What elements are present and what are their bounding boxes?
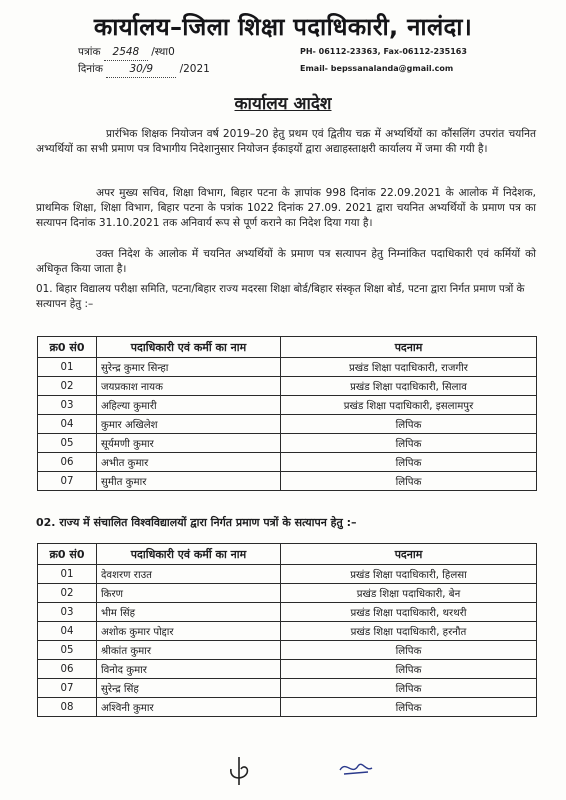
table-row xyxy=(38,641,537,660)
name-cell: अभीत कुमार xyxy=(97,453,281,472)
designation-cell: लिपिक xyxy=(281,660,537,679)
designation-cell: प्रखंड शिक्षा पदाधिकारी, राजगीर xyxy=(281,358,537,377)
date-label: दिनांक xyxy=(78,63,103,75)
serial-cell: 03 xyxy=(38,603,97,622)
order-title: कार्यालय आदेश xyxy=(234,94,332,114)
serial-cell: 04 xyxy=(38,415,97,434)
column-header-serial: क्र0 सं0 xyxy=(38,544,97,565)
table-row xyxy=(38,453,537,472)
serial-cell: 05 xyxy=(38,434,97,453)
name-cell: जयप्रकाश नायक xyxy=(97,377,281,396)
table-row xyxy=(38,660,537,679)
designation-cell: लिपिक xyxy=(281,698,537,717)
name-cell: विनोद कुमार xyxy=(97,660,281,679)
column-header-name: पदाधिकारी एवं कर्मी का नाम xyxy=(97,544,281,565)
designation-cell: लिपिक xyxy=(281,453,537,472)
serial-cell: 02 xyxy=(38,377,97,396)
name-cell: सुमीत कुमार xyxy=(97,472,281,491)
section-1-rows xyxy=(38,358,537,491)
serial-cell: 08 xyxy=(38,698,97,717)
section-1-table xyxy=(37,336,537,491)
patrank-suffix: /स्था0 xyxy=(151,46,175,58)
patrank-value: 2548 xyxy=(104,44,148,61)
date-value: 30/9 xyxy=(106,61,176,78)
table-row xyxy=(38,584,537,603)
name-cell: कुमार अखिलेश xyxy=(97,415,281,434)
contact-block xyxy=(300,45,467,75)
name-cell: श्रीकांत कुमार xyxy=(97,641,281,660)
name-cell: सूर्यमणी कुमार xyxy=(97,434,281,453)
serial-cell: 06 xyxy=(38,453,97,472)
serial-cell: 06 xyxy=(38,660,97,679)
section-2-table xyxy=(37,543,537,717)
section-2-heading: 02. राज्य में संचालित विश्वविद्यालयों द्वारा निर्गत प्रमाण पत्रों के सत्यापन हेतु :– xyxy=(36,516,357,529)
paragraph-1: प्रारंभिक शिक्षक नियोजन वर्ष 2019–20 हेतु प्रथम एवं द्वितीय चक्र में अभ्यर्थियों का कौंसलिंग उपरांत चयनित अभ्यर्थियों का सभी प्रमाण पत्र विभागीय निदेशानुसार नियोजन ईकाइयों द्वारा अद्याहस्ताक्षरी कार्यालय में जमा की गयी है। xyxy=(36,128,536,156)
table-header-row xyxy=(38,337,537,358)
table-row xyxy=(38,415,537,434)
designation-cell: प्रखंड शिक्षा पदाधिकारी, बेन xyxy=(281,584,537,603)
name-cell: भीम सिंह xyxy=(97,603,281,622)
table-header-row xyxy=(38,544,537,565)
office-title: कार्यालय–जिला शिक्षा पदाधिकारी, नालंदा। xyxy=(93,13,473,41)
designation-cell: प्रखंड शिक्षा पदाधिकारी, सिलाव xyxy=(281,377,537,396)
table-row xyxy=(38,679,537,698)
designation-cell: प्रखंड शिक्षा पदाधिकारी, हरनौत xyxy=(281,622,537,641)
name-cell: सुरेन्द्र सिंह xyxy=(97,679,281,698)
serial-cell: 02 xyxy=(38,584,97,603)
column-header-serial: क्र0 सं0 xyxy=(38,337,97,358)
letterhead xyxy=(0,10,566,43)
table-row xyxy=(38,396,537,415)
serial-cell: 07 xyxy=(38,472,97,491)
designation-cell: लिपिक xyxy=(281,434,537,453)
section-2-rows xyxy=(38,565,537,717)
column-header-designation: पदनाम xyxy=(281,544,537,565)
serial-cell: 05 xyxy=(38,641,97,660)
table-row xyxy=(38,698,537,717)
serial-cell: 01 xyxy=(38,358,97,377)
column-header-designation: पदनाम xyxy=(281,337,537,358)
designation-cell: प्रखंड शिक्षा पदाधिकारी, थरथरी xyxy=(281,603,537,622)
name-cell: सुरेन्द्र कुमार सिन्हा xyxy=(97,358,281,377)
designation-cell: लिपिक xyxy=(281,472,537,491)
email: Email- bepssanalanda@gmail.com xyxy=(300,64,454,73)
patrank-label: पत्रांक xyxy=(78,46,101,58)
table-row xyxy=(38,358,537,377)
table-row xyxy=(38,377,537,396)
signature-mark-left xyxy=(225,755,255,789)
table-row xyxy=(38,434,537,453)
reference-block xyxy=(78,44,210,78)
table-row xyxy=(38,565,537,584)
designation-cell: लिपिक xyxy=(281,415,537,434)
table-row xyxy=(38,472,537,491)
designation-cell: प्रखंड शिक्षा पदाधिकारी, हिलसा xyxy=(281,565,537,584)
serial-cell: 03 xyxy=(38,396,97,415)
phone-fax: PH- 06112-23363, Fax-06112-235163 xyxy=(300,47,467,56)
designation-cell: लिपिक xyxy=(281,679,537,698)
serial-cell: 04 xyxy=(38,622,97,641)
date-year: /2021 xyxy=(179,63,210,75)
designation-cell: लिपिक xyxy=(281,641,537,660)
paragraph-2: अपर मुख्य सचिव, शिक्षा विभाग, बिहार पटना के ज्ञापांक 998 दिनांक 22.09.2021 के आलोक में निदेशक, प्राथमिक शिक्षा, शिक्षा विभाग, बिहार पटना के पत्रांक 1022 दिनांक 27.09. 2021 द्वारा चयनित अभ्यर्थियों के प्रमाण पत्र का सत्यापन दिनांक 31.10.2021 तक अनिवार्य रूप से पूर्ण कराने का निदेश दिया गया है। xyxy=(36,187,536,230)
patrank-line xyxy=(78,44,210,61)
serial-cell: 01 xyxy=(38,565,97,584)
table-row xyxy=(38,622,537,641)
designation-cell: प्रखंड शिक्षा पदाधिकारी, इसलामपुर xyxy=(281,396,537,415)
section-1-heading: 01. बिहार विद्यालय परीक्षा समिति, पटना/बिहार राज्य मदरसा शिक्षा बोर्ड/बिहार संस्कृत शिक्षा बोर्ड, पटना द्वारा निर्गत प्रमाण पत्रों के सत्यापन हेतु :– xyxy=(36,283,525,310)
name-cell: अश्विनी कुमार xyxy=(97,698,281,717)
serial-cell: 07 xyxy=(38,679,97,698)
signature-mark-right xyxy=(338,758,374,778)
name-cell: किरण xyxy=(97,584,281,603)
name-cell: देवशरण राउत xyxy=(97,565,281,584)
paragraph-3: उक्त निदेश के आलोक में चयनित अभ्यर्थियों के प्रमाण पत्र सत्यापन हेतु निम्नांकित पदाधिकारी एवं कर्मियों को अधिकृत किया जाता है। xyxy=(36,248,536,276)
name-cell: अहिल्या कुमारी xyxy=(97,396,281,415)
name-cell: अशोक कुमार पोद्दार xyxy=(97,622,281,641)
table-row xyxy=(38,603,537,622)
date-line xyxy=(78,61,210,78)
column-header-name: पदाधिकारी एवं कर्मी का नाम xyxy=(97,337,281,358)
